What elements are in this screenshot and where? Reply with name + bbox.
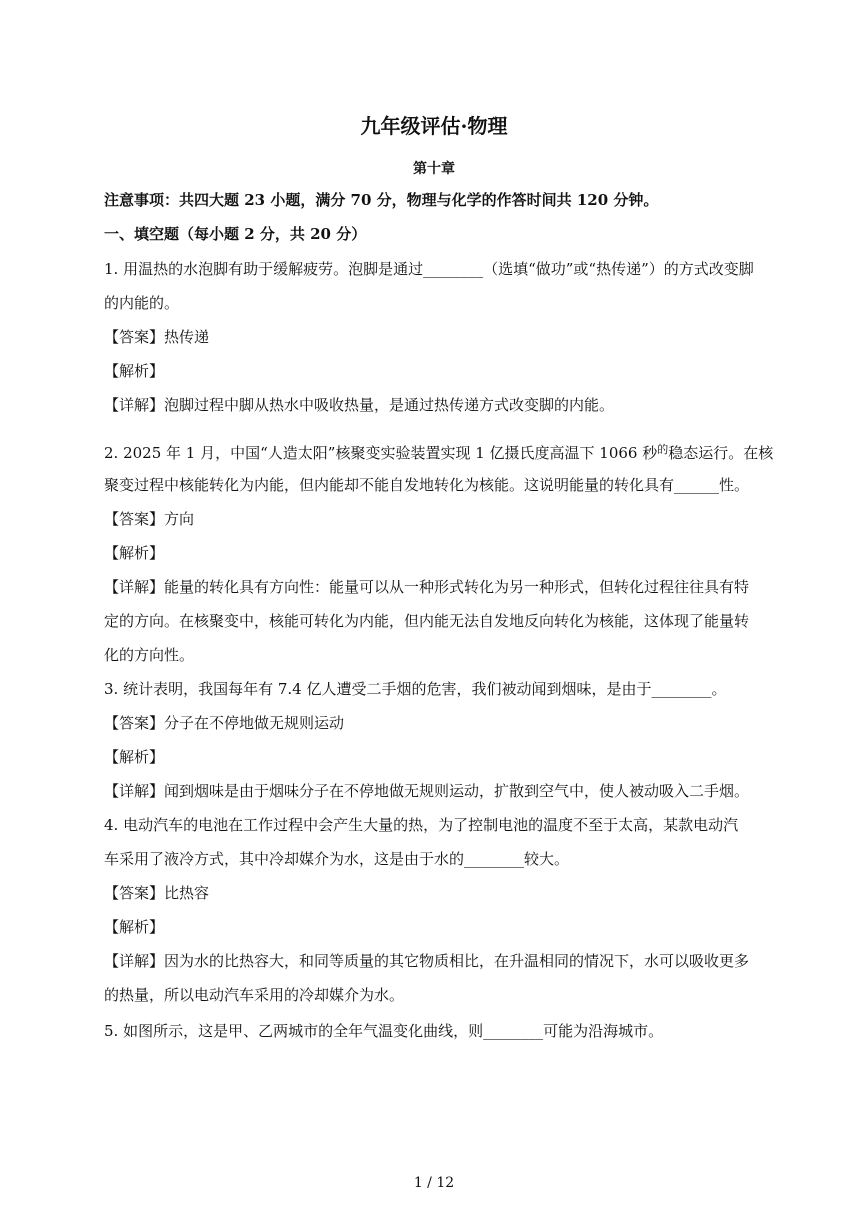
page-title: 九年级评估·物理 bbox=[360, 114, 508, 138]
answer-4: 【答案】比热容 bbox=[104, 884, 210, 902]
analysis-2: 【解析】 bbox=[104, 544, 165, 562]
section-title: 一、填空题（每小题 2 分，共 20 分） bbox=[104, 225, 367, 243]
detail-3-line-1: 【详解】闻到烟味是由于烟味分子在不停地做无规则运动，扩散到空气中，使人被动吸入二手烟。 bbox=[104, 782, 750, 800]
detail-4-line-1: 【详解】因为水的比热容大，和同等质量的其它物质相比，在升温相同的情况下，水可以吸收更多 bbox=[104, 952, 750, 970]
detail-4-line-2: 的热量，所以电动汽车采用的冷却媒介为水。 bbox=[104, 986, 405, 1004]
detail-2-line-2: 定的方向。在核聚变中，核能可转化为内能，但内能无法自发地反向转化为核能，这体现了能量转 bbox=[104, 612, 750, 630]
question-2-line-1 bbox=[104, 440, 774, 463]
analysis-3: 【解析】 bbox=[104, 748, 165, 766]
answer-1: 【答案】热传递 bbox=[104, 328, 210, 346]
detail-1-line-1: 【详解】泡脚过程中脚从热水中吸收热量，是通过热传递方式改变脚的内能。 bbox=[104, 396, 615, 414]
question-3-line-1: 3. 统计表明，我国每年有 7.4 亿人遭受二手烟的危害，我们被动闻到烟味，是由于________。 bbox=[104, 680, 727, 698]
detail-2-line-1: 【详解】能量的转化具有方向性：能量可以从一种形式转化为另一种形式，但转化过程往往具有特 bbox=[104, 578, 750, 596]
question-2-line-2: 聚变过程中核能转化为内能，但内能却不能自发地转化为核能。这说明能量的转化具有______性。 bbox=[104, 476, 750, 494]
question-5-line-1: 5. 如图所示，这是甲、乙两城市的全年气温变化曲线，则________可能为沿海城市。 bbox=[104, 1022, 664, 1040]
chapter-title: 第十章 bbox=[413, 161, 455, 177]
detail-2-line-3: 化的方向性。 bbox=[104, 646, 195, 664]
question-4-line-2: 车采用了液冷方式，其中冷却媒介为水，这是由于水的________较大。 bbox=[104, 850, 570, 868]
question-1-line-2: 的内能的。 bbox=[104, 294, 180, 312]
question-2-text-b: 稳态运行。在核 bbox=[668, 444, 774, 462]
question-2-text-a: 2. 2025 年 1 月，中国“人造太阳”核聚变实验装置实现 1 亿摄氏度高温下 1066 秒 bbox=[104, 444, 658, 462]
page-number: 1 / 12 bbox=[413, 1175, 455, 1191]
analysis-1: 【解析】 bbox=[104, 362, 165, 380]
question-1-line-1: 1. 用温热的水泡脚有助于缓解疲劳。泡脚是通过________（选填“做功”或“热传递”）的方式改变脚 bbox=[104, 260, 754, 278]
answer-3: 【答案】分子在不停地做无规则运动 bbox=[104, 714, 345, 732]
answer-2: 【答案】方向 bbox=[104, 510, 195, 528]
analysis-4: 【解析】 bbox=[104, 918, 165, 936]
notice: 注意事项：共四大题 23 小题，满分 70 分，物理与化学的作答时间共 120 分钟。 bbox=[104, 191, 659, 209]
question-4-line-1: 4. 电动汽车的电池在工作过程中会产生大量的热，为了控制电池的温度不至于太高，某款电动汽 bbox=[104, 816, 739, 834]
question-2-superscript: 的 bbox=[657, 443, 669, 456]
